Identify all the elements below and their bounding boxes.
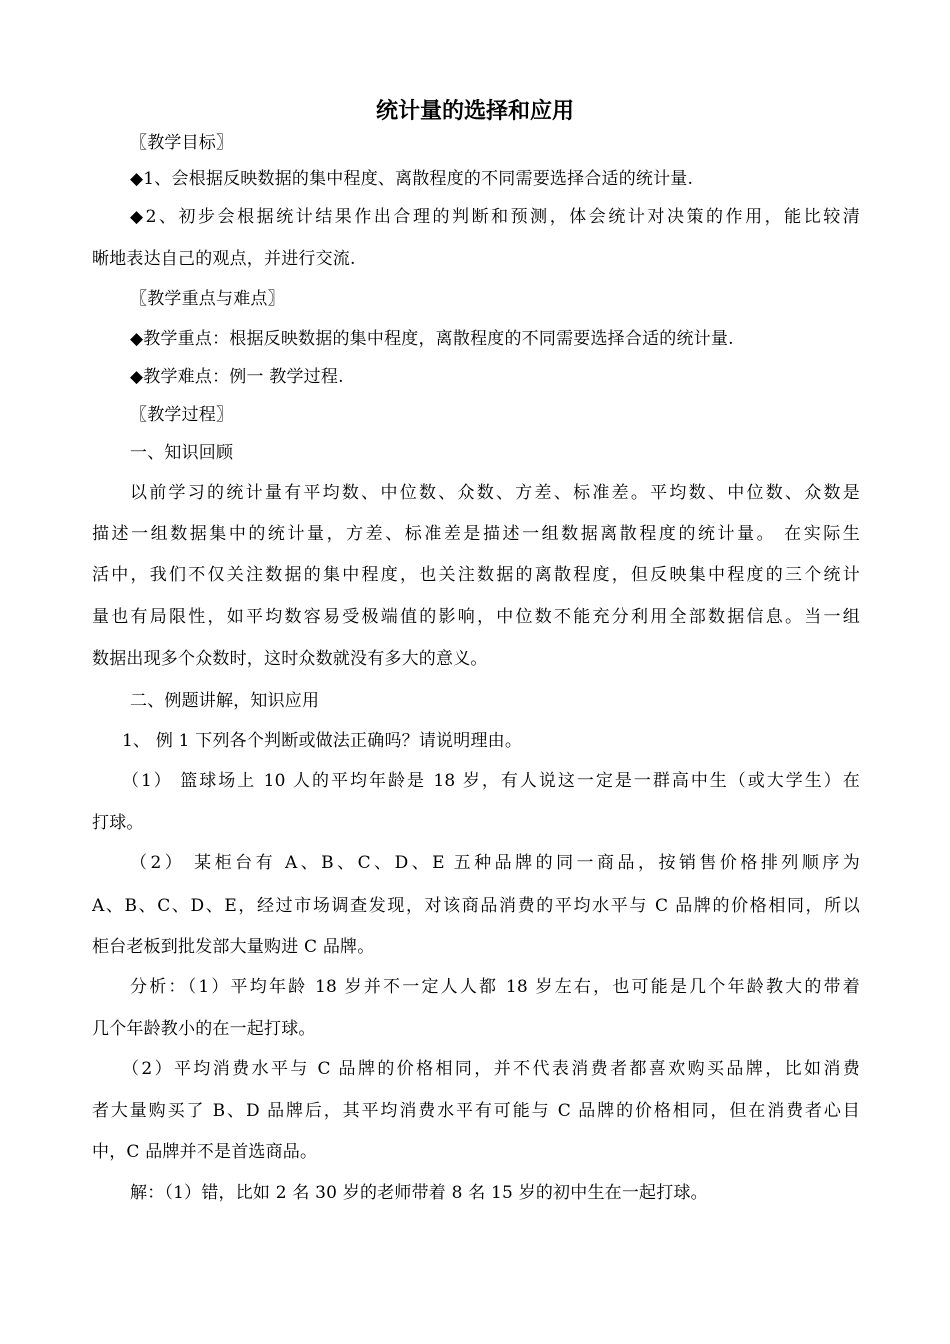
example-1-intro: 1、 例 1 下列各个判断或做法正确吗？请说明理由。 xyxy=(122,731,523,751)
section-heading-key-points: 〖教学重点与难点〗 xyxy=(130,289,285,309)
review-paragraph-line: 活中，我们不仅关注数据的集中程度，也关注数据的离散程度，但反映集中程度的三个统计 xyxy=(92,565,860,585)
objective-2: ◆2、初步会根据统计结果作出合理的判断和预测，体会统计对决策的作用，能比较清 xyxy=(130,207,860,227)
review-paragraph-line: 以前学习的统计量有平均数、中位数、众数、方差、标准差。平均数、中位数、众数是 xyxy=(130,483,860,503)
review-paragraph-line: 量也有局限性，如平均数容易受极端值的影响，中位数不能充分利用全部数据信息。当一组 xyxy=(92,607,860,627)
analysis-2-cont: 者大量购买了 B、D 品牌后，其平均消费水平有可能与 C 品牌的价格相同，但在消费者心目 xyxy=(92,1101,860,1121)
analysis-2-cont: 中，C 品牌并不是首选商品。 xyxy=(92,1142,318,1162)
key-point: ◆教学重点：根据反映数据的集中程度，离散程度的不同需要选择合适的统计量. xyxy=(130,329,734,349)
analysis-1: 分析：（1）平均年龄 18 岁并不一定人人都 18 岁左右，也可能是几个年龄教大的带着 xyxy=(130,977,860,997)
analysis-1-cont: 几个年龄教小的在一起打球。 xyxy=(92,1019,316,1039)
section-heading-objectives: 〖教学目标〗 xyxy=(130,133,234,153)
example-1-q2-cont: A、B、C、D、E，经过市场调查发现，对该商品消费的平均水平与 C 品牌的价格相同，所以 xyxy=(92,896,860,916)
part-2-heading: 二、例题讲解，知识应用 xyxy=(130,691,320,711)
difficult-point: ◆教学难点：例一 教学过程. xyxy=(130,367,344,387)
example-1-q1-cont: 打球。 xyxy=(92,813,144,833)
section-heading-process: 〖教学过程〗 xyxy=(130,405,234,425)
example-1-q2-cont: 柜台老板到批发部大量购进 C 品牌。 xyxy=(92,937,375,957)
part-1-heading: 一、知识回顾 xyxy=(130,443,234,463)
review-paragraph-line: 数据出现多个众数时，这时众数就没有多大的意义。 xyxy=(92,649,488,669)
review-paragraph-line: 描述一组数据集中的统计量，方差、标准差是描述一组数据离散程度的统计量。 在实际生 xyxy=(92,524,860,544)
objective-2-cont: 晰地表达自己的观点，并进行交流. xyxy=(92,249,356,269)
document-title: 统计量的选择和应用 xyxy=(375,99,574,124)
example-1-q2: （2） 某柜台有 A、B、C、D、E 五种品牌的同一商品，按销售价格排列顺序为 xyxy=(130,853,860,873)
analysis-2: （2）平均消费水平与 C 品牌的价格相同，并不代表消费者都喜欢购买品牌，比如消费 xyxy=(122,1059,860,1079)
objective-1: ◆1、会根据反映数据的集中程度、离散程度的不同需要选择合适的统计量. xyxy=(130,169,694,189)
example-1-q1: （1） 篮球场上 10 人的平均年龄是 18 岁，有人说这一定是一群高中生（或大学生）在 xyxy=(122,771,860,791)
solution-1: 解：（1）错，比如 2 名 30 岁的老师带着 8 名 15 岁的初中生在一起打球。 xyxy=(130,1183,708,1203)
